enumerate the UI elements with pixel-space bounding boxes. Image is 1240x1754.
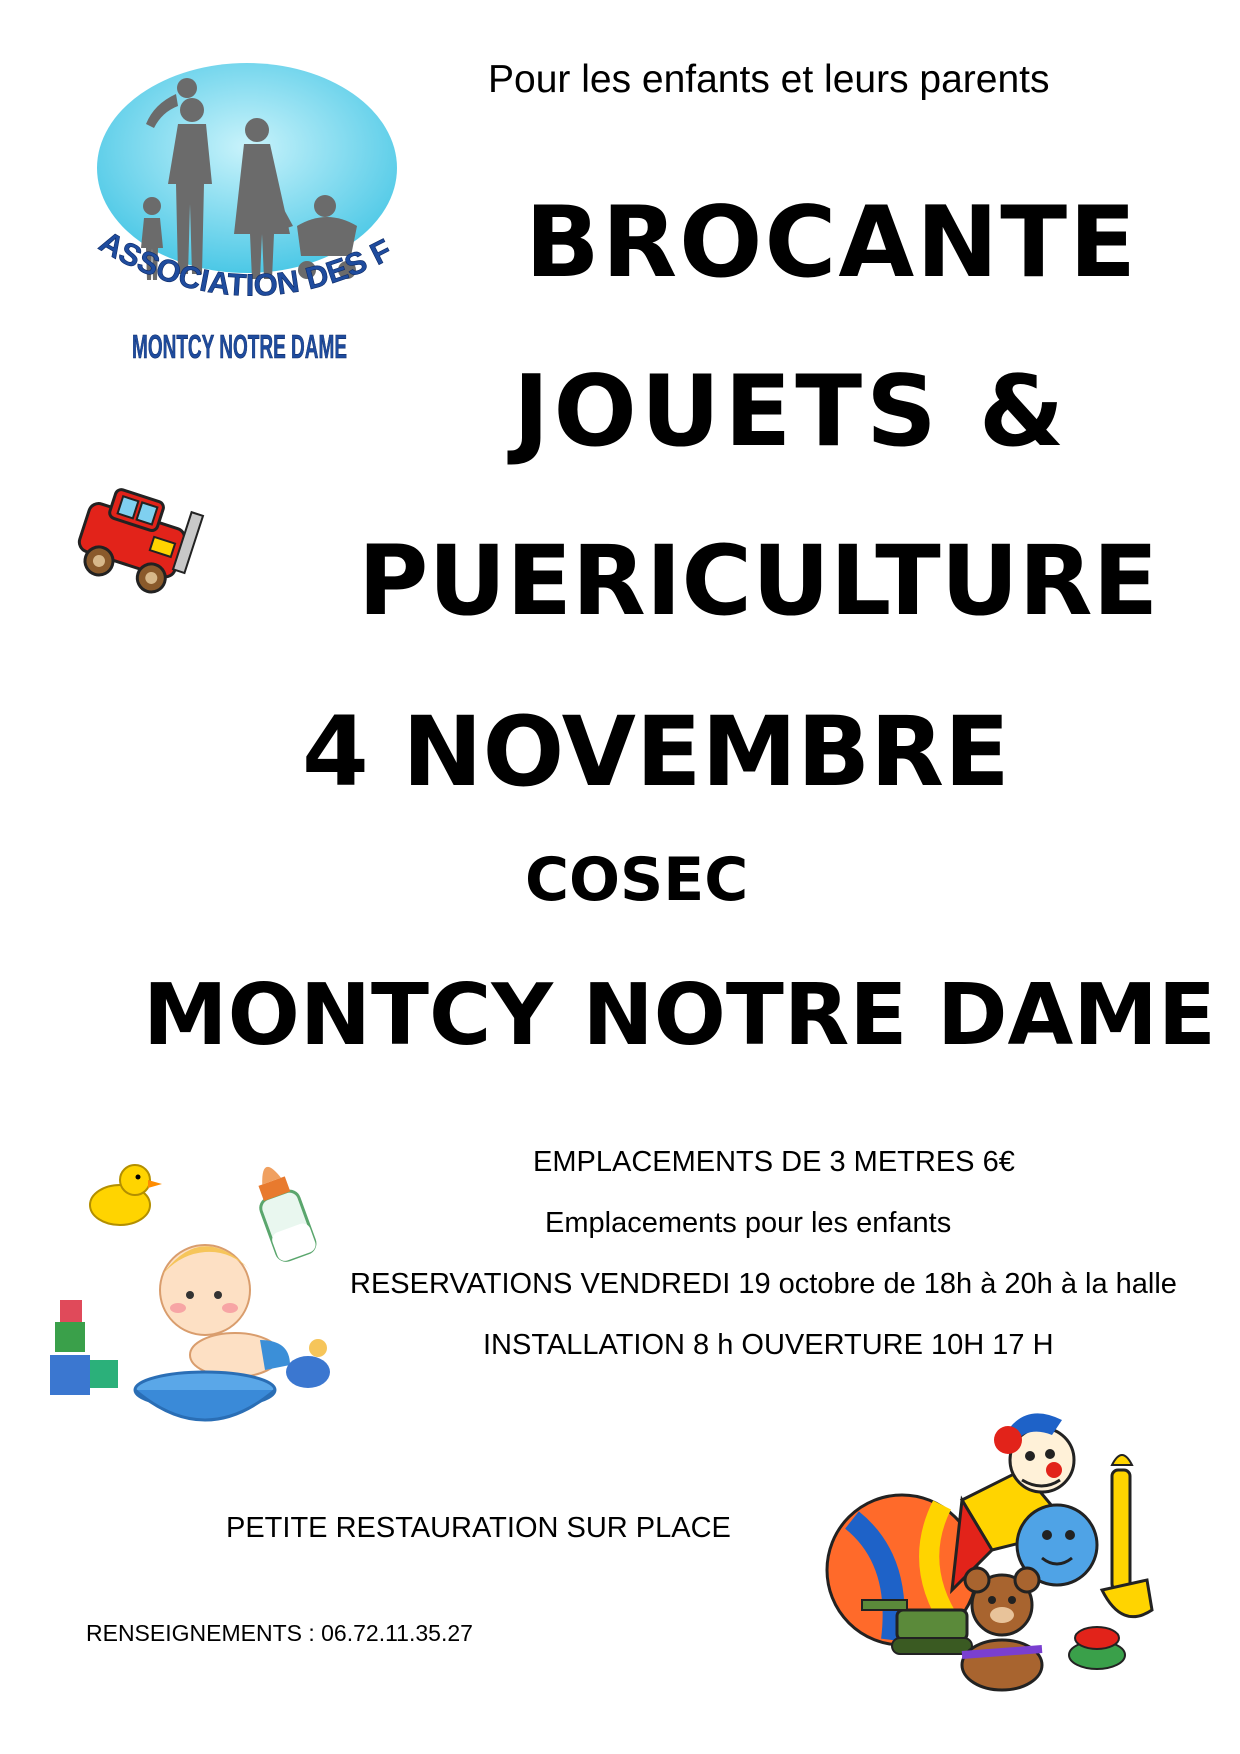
restauration-text: PETITE RESTAURATION SUR PLACE	[226, 1512, 731, 1544]
info-emplacements-enfants: Emplacements pour les enfants	[545, 1207, 952, 1239]
toy-truck-icon	[60, 478, 220, 618]
title-puericulture: PUERICULTURE	[358, 525, 1159, 637]
info-reservations: RESERVATIONS VENDREDI 19 octobre de 18h à 20h à la halle	[350, 1268, 1177, 1300]
event-date: 4 NOVEMBRE	[302, 696, 1010, 808]
association-logo	[92, 58, 412, 418]
title-jouets: JOUETS &	[513, 355, 1069, 469]
toy-pile-icon	[822, 1410, 1182, 1700]
logo-bottom-text: MONTCY NOTRE DAME	[132, 328, 347, 365]
info-horaires: INSTALLATION 8 h OUVERTURE 10H 17 H	[483, 1329, 1054, 1361]
title-brocante: BROCANTE	[525, 186, 1139, 300]
baby-toys-icon	[50, 1150, 350, 1430]
logo-arc-text: ASSOCIATION DES F	[93, 223, 396, 303]
event-town: MONTCY NOTRE DAME	[143, 966, 1216, 1065]
event-venue: COSEC	[525, 845, 749, 915]
contact-phone: RENSEIGNEMENTS : 06.72.11.35.27	[86, 1620, 473, 1646]
intro-text: Pour les enfants et leurs parents	[488, 58, 1050, 101]
info-emplacements-price: EMPLACEMENTS DE 3 METRES 6€	[533, 1146, 1015, 1178]
